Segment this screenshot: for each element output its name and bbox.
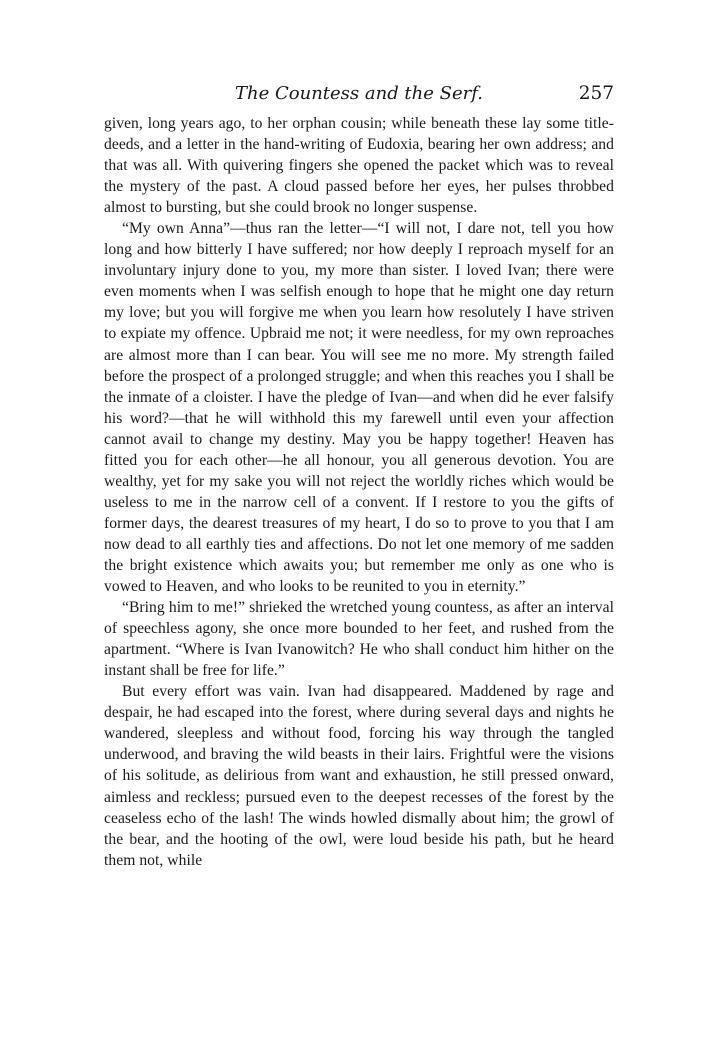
paragraph-3: “Bring him to me!” shrieked the wretched young countess, as after an interval of speechless agony, she once more bounded to her feet, and rushed from the apartment. “Where is Ivan Ivanowitch? He who shall conduct him hither on the instant shall be free for life.” xyxy=(104,599,614,680)
body-text xyxy=(104,113,614,871)
paragraph-2: “My own Anna”—thus ran the letter—“I will not, I dare not, tell you how long and how bitterly I have suffered; nor how deeply I reproach myself for an involuntary injury done to you, my more than sister. I loved Ivan; there were even moments when I was selfish enough to hope that he might one day return my love; but you will forgive me when you learn how resolutely I have striven to expiate my offence. Upbraid me not; it were needless, for my own reproaches are almost more than I can bear. You will see me no more. My strength failed before the prospect of a prolonged struggle; and when this reaches you I shall be the inmate of a cloister. I have the pledge of Ivan—and when did he ever falsify his word?—that he will withhold this my farewell until even your affection cannot avail to change my destiny. May you be happy together! Heaven has fitted you for each other—he all honour, you all generous devotion. You are wealthy, yet for my sake you will not reject the worldly riches which would be useless to me in the narrow cell of a convent. If I restore to you the gifts of former days, the dearest treasures of my heart, I do so to prove to you that I am now dead to all earthly ties and affections. Do not let one memory of me sadden the bright existence which awaits you; but remember me only as one who is vowed to Heaven, and who looks to be reunited to you in eternity.” xyxy=(104,220,614,596)
running-head xyxy=(104,80,614,108)
paragraph-1: given, long years ago, to her orphan cousin; while beneath these lay some title-deeds, and a letter in the hand-writing of Eudoxia, bearing her own address; and that was all. With quivering fingers she opened the packet which was to reveal the mystery of the past. A cloud passed before her eyes, her pulses throbbed almost to bursting, but she could brook no longer suspense. xyxy=(104,115,614,217)
page-number: 257 xyxy=(578,83,614,104)
paragraph-4: But every effort was vain. Ivan had disappeared. Maddened by rage and despair, he had escaped into the forest, where during several days and nights he wandered, sleepless and without food, forcing his way through the tangled underwood, and braving the wild beasts in their lairs. Frightful were the visions of his solitude, as delirious from want and exhaustion, he still pressed onward, aimless and reckless; pursued even to the deepest recesses of the forest by the ceaseless echo of the lash! The winds howled dismally about him; the growl of the bear, and the hooting of the owl, were loud beside his path, but he heard them not, while xyxy=(104,683,614,869)
running-title: The Countess and the Serf. xyxy=(235,83,483,104)
